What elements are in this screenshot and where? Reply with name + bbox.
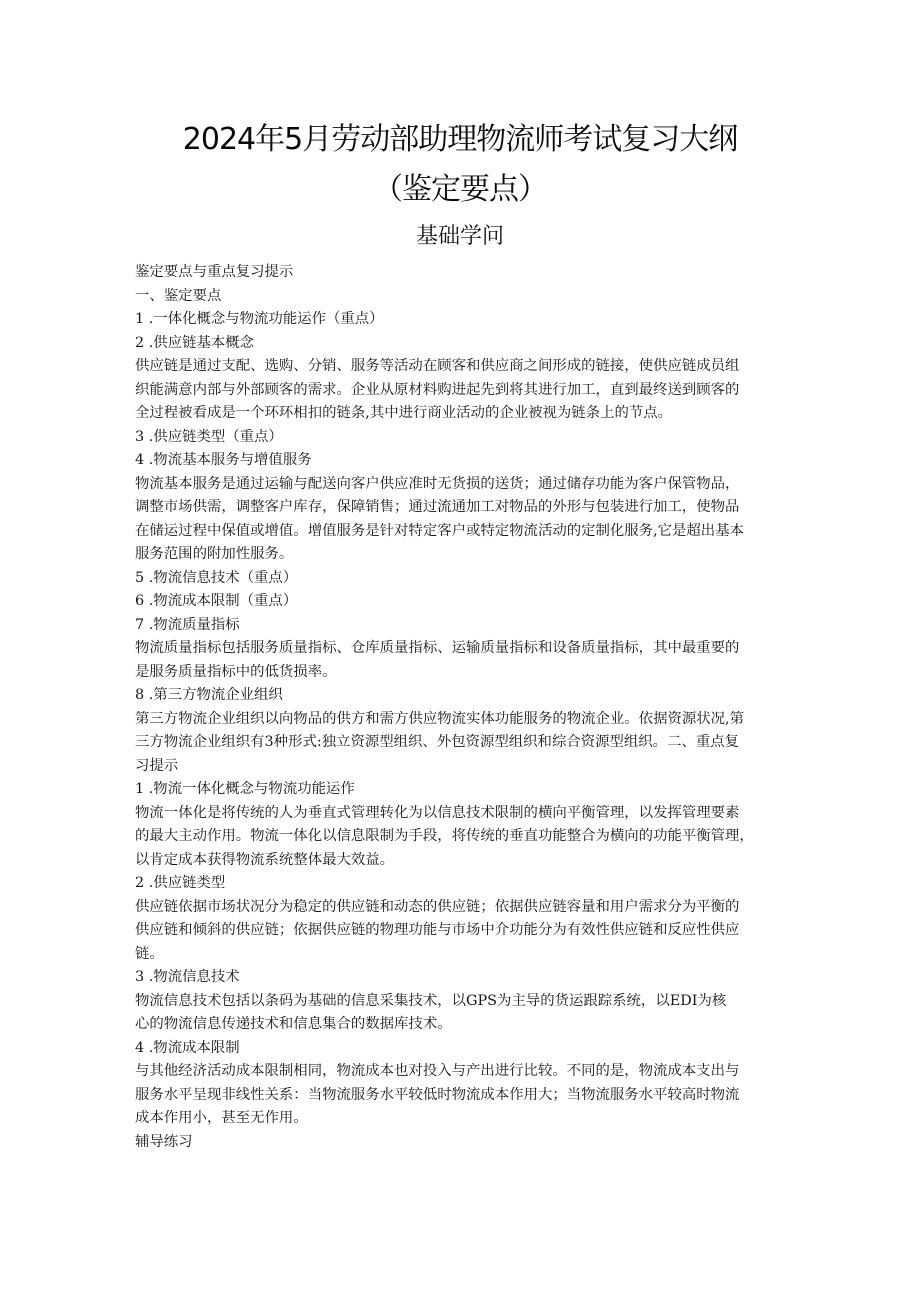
document-title-line-2: （鉴定要点）: [373, 172, 547, 207]
text-line: 服务范围的附加性服务。: [135, 546, 294, 562]
text-line: 2 .供应链类型: [135, 875, 226, 891]
text-line: 与其他经济活动成本限制相同，物流成本也对投入与产出进行比较。不同的是，物流成本支出与: [135, 1063, 740, 1079]
text-line: 一、鉴定要点: [135, 287, 222, 304]
text-line: 的最大主动作用。物流一体化以信息限制为手段，将传统的垂直功能整合为横向的功能平衡管理，: [135, 828, 754, 844]
text-line: 物流信息技术包括以条码为基础的信息采集技术，以GPS为主导的货运跟踪系统，以EDI为核: [135, 992, 727, 1009]
text-line: 1 .物流一体化概念与物流功能运作: [135, 781, 355, 797]
text-line: 链。: [135, 945, 164, 962]
document-body: [135, 261, 795, 1154]
text-line: 2 .供应链基本概念: [135, 334, 255, 351]
text-line: 8 .第三方物流企业组织: [135, 687, 283, 703]
text-line: 心的物流信息传递技术和信息集合的数据库技术。: [135, 1016, 452, 1032]
text-line: 辅导练习: [135, 1133, 193, 1150]
text-line: 供应链依据市场状况分为稳定的供应链和动态的供应链；依据供应链容量和用户需求分为平衡的: [135, 898, 740, 915]
text-line: 第三方物流企业组织以向物品的供方和需方供应物流实体功能服务的物流企业。依据资源状况,第: [135, 710, 744, 727]
text-line: 物流基本服务是通过运输与配送向客户供应准时无货损的送货；通过储存功能为客户保管物品，: [135, 475, 740, 492]
text-line: 织能满意内部与外部顾客的需求。企业从原材料购进起先到将其进行加工，直到最终送到顾客的: [135, 381, 740, 398]
text-line: 成本作用小，甚至无作用。: [135, 1110, 308, 1126]
text-line: 物流一体化是将传统的人为垂直式管理转化为以信息技术限制的横向平衡管理，以发挥管理要素: [135, 804, 740, 821]
text-line: 6 .物流成本限制（重点）: [135, 593, 298, 609]
text-line: 4 .物流成本限制: [135, 1039, 240, 1056]
text-line: 以肯定成本获得物流系统整体最大效益。: [135, 851, 395, 868]
text-line: 5 .物流信息技术（重点）: [135, 569, 298, 586]
text-line: 3 .供应链类型（重点）: [135, 428, 283, 445]
text-line: 三方物流企业组织有3种形式:独立资源型组织、外包资源型组织和综合资源型组织。二、重点复: [135, 734, 740, 750]
text-line: 物流质量指标包括服务质量指标、仓库质量指标、运输质量指标和设备质量指标，其中最重要的: [135, 640, 740, 656]
text-line: 1 .一体化概念与物流功能运作（重点）: [135, 311, 384, 327]
text-line: 7 .物流质量指标: [135, 616, 240, 633]
document-title-line-1: 2024年5月劳动部助理物流师考试复习大纲: [182, 122, 738, 157]
text-line: 在储运过程中保值或增值。增值服务是针对特定客户或特定物流活动的定制化服务,它是超出基本: [135, 522, 744, 539]
text-line: 是服务质量指标中的低货损率。: [135, 663, 337, 680]
text-line: 服务水平呈现非线性关系：当物流服务水平较低时物流成本作用大；当物流服务水平较高时物流: [135, 1086, 740, 1103]
text-line: 3 .物流信息技术: [135, 969, 240, 985]
text-line: 习提示: [135, 757, 179, 774]
section-subtitle: 基础学问: [415, 224, 504, 249]
text-line: 鉴定要点与重点复习提示: [135, 264, 294, 280]
text-line: 4 .物流基本服务与增值服务: [135, 452, 312, 468]
text-line: 调整市场供需，调整客户库存，保障销售；通过流通加工对物品的外形与包装进行加工，使物品: [135, 499, 740, 515]
text-line: 供应链是通过支配、选购、分销、服务等活动在顾客和供应商之间形成的链接，使供应链成员组: [135, 358, 740, 374]
text-line: 全过程被看成是一个环环相扣的链条,其中进行商业活动的企业被视为链条上的节点。: [135, 405, 673, 421]
text-line: 供应链和倾斜的供应链；依据供应链的物理功能与市场中介功能分为有效性供应链和反应性供应: [135, 922, 740, 938]
